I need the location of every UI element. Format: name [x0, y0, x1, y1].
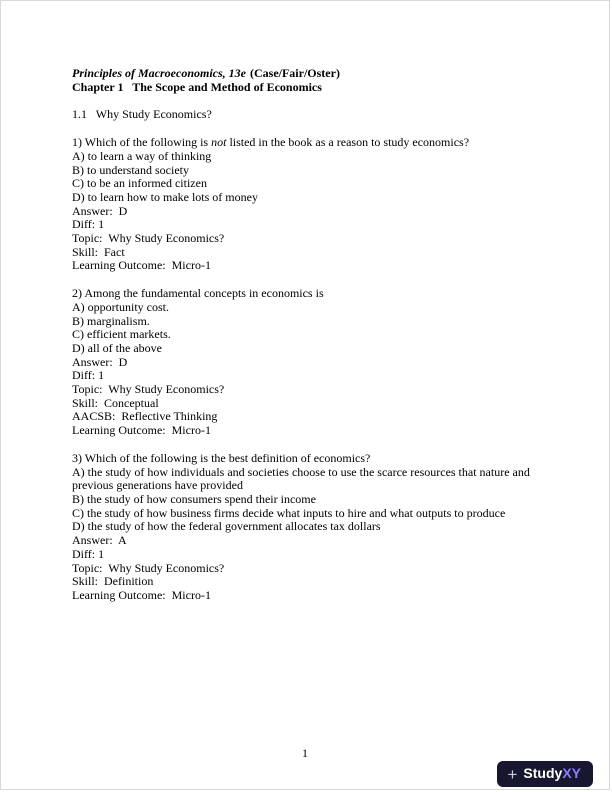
page-number: 1: [302, 746, 308, 761]
choice-c: C) efficient markets.: [72, 327, 171, 342]
choice-a: A) the study of how individuals and societies choose to use the scarce resources that nature and previous generations have provided: [72, 464, 533, 493]
chapter-title: Chapter 1 The Scope and Method of Economics: [72, 79, 322, 94]
choice-b: B) marginalism.: [72, 313, 150, 328]
question-stem: [72, 136, 537, 150]
section-heading: 1.1 Why Study Economics?: [72, 107, 212, 122]
logo-text-study: Study: [523, 765, 563, 782]
question-stem: [72, 452, 537, 466]
choice-b: B) to understand society: [72, 162, 189, 177]
aacsb-line: AACSB: Reflective Thinking: [72, 409, 218, 424]
learning-outcome-line: Learning Outcome: Micro-1: [72, 258, 211, 273]
stem-text: 3) Which of the following is the best definition of economics?: [72, 450, 371, 465]
choice-d: D) to learn how to make lots of money: [72, 189, 258, 204]
answer-line: Answer: D: [72, 203, 128, 218]
stem-text: 2) Among the fundamental concepts in economics is: [72, 286, 324, 301]
learning-outcome-line: Learning Outcome: Micro-1: [72, 423, 211, 438]
skill-line: Skill: Conceptual: [72, 395, 159, 410]
answer-line: Answer: A: [72, 533, 127, 548]
document-header: [72, 67, 537, 94]
book-authors: (Case/Fair/Oster): [249, 66, 340, 80]
diff-line: Diff: 1: [72, 546, 105, 561]
topic-line: Topic: Why Study Economics?: [72, 231, 225, 246]
question-stem: [72, 287, 537, 301]
book-title: Principles of Macroeconomics, 13e: [72, 66, 246, 80]
question-2: [72, 287, 537, 438]
studyxy-logo: [497, 761, 593, 787]
topic-line: Topic: Why Study Economics?: [72, 560, 225, 575]
stem-text: listed in the book as a reason to study economics?: [226, 135, 470, 150]
logo-text-xy: XY: [562, 765, 581, 782]
choice-d: D) all of the above: [72, 340, 162, 355]
diff-line: Diff: 1: [72, 217, 105, 232]
book-title-line: [72, 67, 537, 81]
choice-c: C) to be an informed citizen: [72, 176, 207, 191]
stem-emphasis: not: [211, 135, 227, 150]
topic-line: Topic: Why Study Economics?: [72, 382, 225, 397]
choice-c: C) the study of how business firms decide what inputs to hire and what outputs to produce: [72, 505, 506, 520]
choice-b: B) the study of how consumers spend their income: [72, 491, 316, 506]
plus-icon: +: [507, 764, 518, 784]
skill-line: Skill: Fact: [72, 244, 125, 259]
answer-line: Answer: D: [72, 354, 128, 369]
learning-outcome-line: Learning Outcome: Micro-1: [72, 587, 211, 602]
diff-line: Diff: 1: [72, 368, 105, 383]
choice-a: A) opportunity cost.: [72, 299, 169, 314]
question-3: [72, 452, 537, 603]
stem-text: 1) Which of the following is: [72, 135, 212, 150]
skill-line: Skill: Definition: [72, 574, 154, 589]
choice-a: A) to learn a way of thinking: [72, 148, 212, 163]
choice-d: D) the study of how the federal government allocates tax dollars: [72, 519, 381, 534]
question-1: [72, 136, 537, 273]
